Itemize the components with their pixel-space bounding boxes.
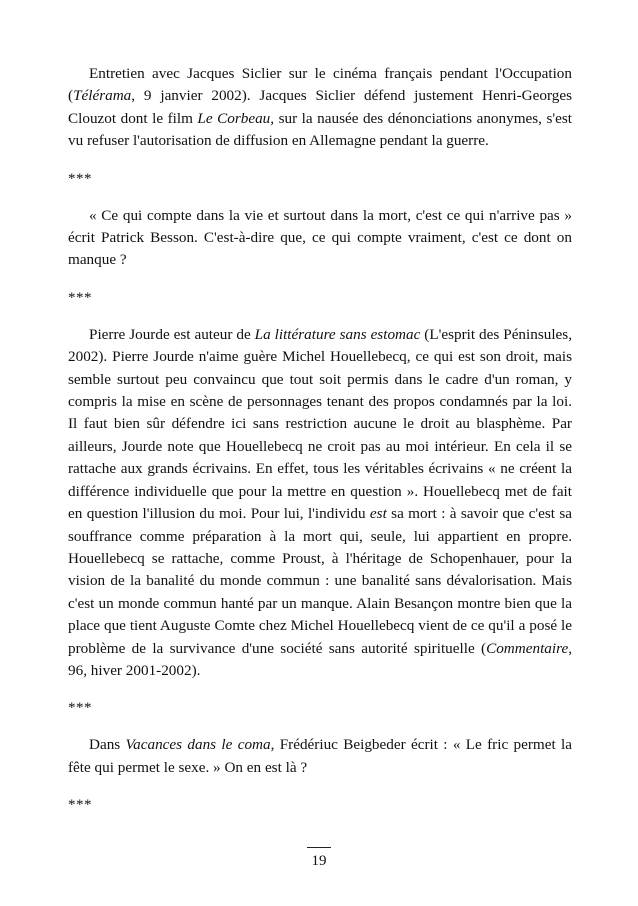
text: sur la nausée des dénonciations anonymes, s'est vu refuser l'autorisation de diffusion en Allemagne pendant la guerre. — [68, 109, 572, 150]
section-separator: *** — [68, 700, 92, 717]
section-separator: *** — [68, 170, 92, 187]
text: (L'esprit des Péninsules, 2002). Pierre Jourde n'aime guère Michel Houellebecq, ce qui est son droit, mais semble surtout peu convaincu que tout soit permis dans le cadre d'un roman, y compris la mise en scène de personnages tenant des propos condamnés par la loi. Il faut bien sûr défendre ici sans restriction aucune le droit au blasphème. Par ailleurs, Jourde note que Houellebecq ne croit pas au moi intérieur. En cela il se rattache aux grands écrivains. En effet, tous les véritables écrivains « ne créent la différence individuelle que pour la mettre en question ». Houellebecq met de fait en question l'illusion du moi. Pour lui, l'individu — [68, 325, 573, 523]
text: Pierre Jourde est auteur de — [89, 325, 255, 343]
italic-title: La littérature sans estomac — [254, 325, 421, 343]
text: Entretien avec Jacques Siclier sur le cinéma français pendant l'Occupation ( — [68, 65, 572, 105]
page-number: 19 — [311, 853, 327, 869]
italic-title: Vacances dans le coma — [125, 736, 271, 754]
text: , 96, hiver 2001-2002). — [68, 639, 572, 679]
italic-title: Commentaire — [486, 639, 569, 657]
paragraph-jourde — [68, 324, 572, 683]
section-separator: *** — [68, 289, 92, 306]
paragraph-siclier — [68, 63, 572, 153]
paragraph-besson — [68, 205, 572, 272]
text: , Frédériuc Beigbeder écrit : « Le fric permet la fête qui permet le sexe. » On en est là ? — [68, 736, 572, 776]
page-body — [68, 63, 572, 816]
page-footer — [0, 847, 638, 870]
paragraph-beigbeder — [68, 734, 572, 779]
italic-title: Le Corbeau, — [197, 109, 275, 127]
section-separator: *** — [68, 797, 92, 814]
text: Dans — [89, 736, 126, 754]
italic-title: Télérama — [73, 87, 132, 105]
text: sa mort : à savoir que c'est sa souffrance comme préparation à la mort qui, seule, lui appartient en propre. Houellebecq se rattache, comme Proust, à l'héritage de Schopenhauer, pour la vision de la banalité du monde commun : une banalité sans dévalorisation. Mais c'est un monde commun hanté par un manque. Alain Besançon montre bien que la place que tient Auguste Comte chez Michel Houellebecq vient de ce qu'il a posé le problème de la survivance d'une société sans autorité spirituelle ( — [68, 505, 573, 657]
text: , 9 janvier 2002). Jacques Siclier défend justement Henri-Georges Clouzot dont le film — [68, 87, 572, 127]
footer-rule — [307, 847, 331, 848]
text: « Ce qui compte dans la vie et surtout dans la mort, c'est ce qui n'arrive pas » écrit Patrick Besson. C'est-à-dire que, ce qui compte vraiment, c'est ce dont on manque ? — [68, 206, 572, 269]
italic-emphasis: est — [369, 505, 387, 523]
